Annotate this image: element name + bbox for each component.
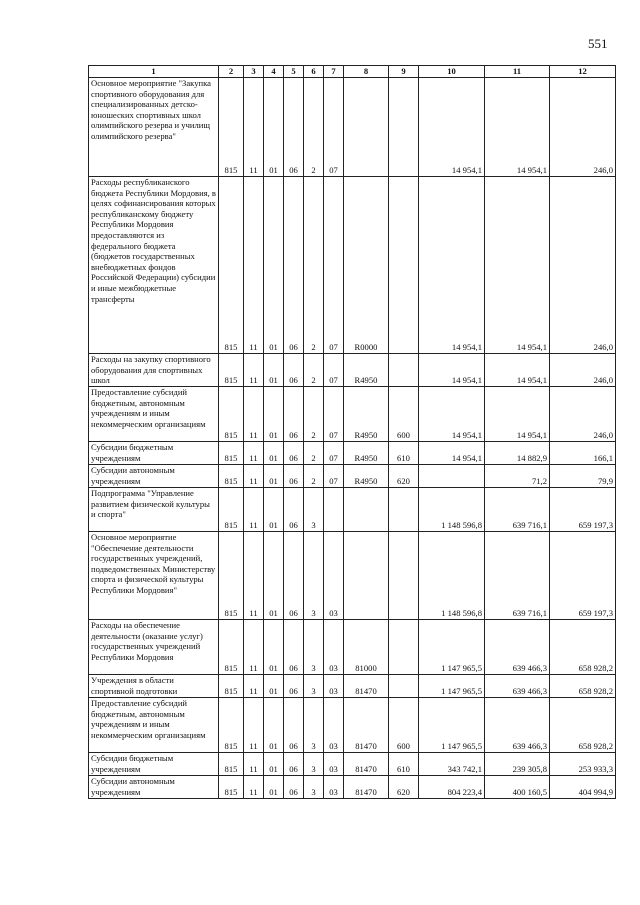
cell-admin-code: 815 xyxy=(219,177,244,354)
table-row xyxy=(89,620,616,675)
cell-subprogram: 01 xyxy=(264,753,284,776)
cell-event: 07 xyxy=(324,442,344,465)
cell-section: 06 xyxy=(284,532,304,620)
cell-target-code: 81470 xyxy=(344,698,389,753)
cell-target-code: R4950 xyxy=(344,442,389,465)
column-header: 12 xyxy=(550,66,616,78)
cell-target-code xyxy=(344,488,389,532)
cell-amount-1: 1 147 965,5 xyxy=(419,698,485,753)
cell-amount-3: 246,0 xyxy=(550,78,616,177)
cell-program: 11 xyxy=(244,354,264,387)
cell-amount-3: 253 933,3 xyxy=(550,753,616,776)
cell-subsection: 2 xyxy=(304,78,324,177)
cell-subprogram: 01 xyxy=(264,387,284,442)
cell-event: 07 xyxy=(324,177,344,354)
cell-amount-1: 1 147 965,5 xyxy=(419,620,485,675)
cell-amount-2: 639 716,1 xyxy=(485,532,550,620)
cell-expense-type: 610 xyxy=(389,753,419,776)
cell-amount-3: 166,1 xyxy=(550,442,616,465)
cell-subprogram: 01 xyxy=(264,532,284,620)
row-description: Расходы республиканского бюджета Республики Мордовия, в целях софинансирования которых республиканскому бюджету Республики Мордовия предоставляются из федерального бюджета (бюджетов государственных внебюджетных фондов Российской Федерации) субсидии и иные межбюджетные трансферты xyxy=(89,177,219,354)
cell-subsection: 2 xyxy=(304,442,324,465)
cell-admin-code: 815 xyxy=(219,488,244,532)
cell-admin-code: 815 xyxy=(219,442,244,465)
table-row xyxy=(89,532,616,620)
cell-subprogram: 01 xyxy=(264,78,284,177)
cell-amount-2: 639 466,3 xyxy=(485,675,550,698)
cell-program: 11 xyxy=(244,532,264,620)
row-description: Предоставление субсидий бюджетным, автономным учреждениям и иным некоммерческим организациям xyxy=(89,387,219,442)
cell-target-code xyxy=(344,78,389,177)
row-description: Расходы на обеспечение деятельности (оказание услуг) государственных учреждений Республики Мордовия xyxy=(89,620,219,675)
cell-section: 06 xyxy=(284,698,304,753)
cell-target-code: R4950 xyxy=(344,465,389,488)
cell-amount-2: 14 954,1 xyxy=(485,354,550,387)
cell-amount-1 xyxy=(419,465,485,488)
cell-amount-3: 79,9 xyxy=(550,465,616,488)
column-header: 2 xyxy=(219,66,244,78)
row-description: Субсидии автономным учреждениям xyxy=(89,776,219,799)
cell-subprogram: 01 xyxy=(264,698,284,753)
cell-admin-code: 815 xyxy=(219,675,244,698)
row-description: Расходы на закупку спортивного оборудования для спортивных школ xyxy=(89,354,219,387)
cell-expense-type: 610 xyxy=(389,442,419,465)
cell-amount-3: 404 994,9 xyxy=(550,776,616,799)
cell-target-code: 81000 xyxy=(344,620,389,675)
cell-subsection: 2 xyxy=(304,387,324,442)
table-row xyxy=(89,177,616,354)
cell-subprogram: 01 xyxy=(264,620,284,675)
cell-amount-2: 14 954,1 xyxy=(485,177,550,354)
cell-section: 06 xyxy=(284,675,304,698)
cell-subprogram: 01 xyxy=(264,776,284,799)
cell-amount-3: 246,0 xyxy=(550,354,616,387)
cell-subsection: 3 xyxy=(304,488,324,532)
cell-expense-type xyxy=(389,177,419,354)
cell-amount-2: 14 954,1 xyxy=(485,78,550,177)
table-row xyxy=(89,488,616,532)
cell-admin-code: 815 xyxy=(219,465,244,488)
cell-amount-1: 14 954,1 xyxy=(419,177,485,354)
cell-program: 11 xyxy=(244,675,264,698)
cell-subsection: 2 xyxy=(304,177,324,354)
cell-amount-3: 658 928,2 xyxy=(550,620,616,675)
cell-expense-type: 620 xyxy=(389,465,419,488)
cell-amount-2: 71,2 xyxy=(485,465,550,488)
cell-section: 06 xyxy=(284,78,304,177)
cell-amount-2: 639 716,1 xyxy=(485,488,550,532)
cell-target-code: R4950 xyxy=(344,387,389,442)
cell-amount-1: 14 954,1 xyxy=(419,387,485,442)
cell-amount-2: 639 466,3 xyxy=(485,698,550,753)
cell-section: 06 xyxy=(284,488,304,532)
cell-admin-code: 815 xyxy=(219,78,244,177)
cell-admin-code: 815 xyxy=(219,620,244,675)
cell-expense-type: 600 xyxy=(389,698,419,753)
cell-amount-1: 1 148 596,8 xyxy=(419,488,485,532)
cell-event: 03 xyxy=(324,753,344,776)
cell-event: 03 xyxy=(324,698,344,753)
cell-subprogram: 01 xyxy=(264,177,284,354)
cell-expense-type xyxy=(389,78,419,177)
cell-section: 06 xyxy=(284,620,304,675)
cell-admin-code: 815 xyxy=(219,354,244,387)
cell-section: 06 xyxy=(284,465,304,488)
cell-amount-2: 14 954,1 xyxy=(485,387,550,442)
column-header: 11 xyxy=(485,66,550,78)
cell-amount-2: 400 160,5 xyxy=(485,776,550,799)
cell-event: 03 xyxy=(324,675,344,698)
cell-event: 03 xyxy=(324,532,344,620)
cell-expense-type xyxy=(389,354,419,387)
cell-expense-type: 620 xyxy=(389,776,419,799)
cell-amount-1: 1 148 596,8 xyxy=(419,532,485,620)
budget-table xyxy=(88,65,616,799)
cell-target-code: 81470 xyxy=(344,753,389,776)
column-header: 8 xyxy=(344,66,389,78)
row-description: Основное мероприятие "Закупка спортивного оборудования для специализированных детско-юношеских спортивных школ олимпийского резерва и училищ олимпийского резерва" xyxy=(89,78,219,177)
cell-amount-3: 658 928,2 xyxy=(550,675,616,698)
cell-section: 06 xyxy=(284,753,304,776)
cell-amount-1: 14 954,1 xyxy=(419,78,485,177)
cell-admin-code: 815 xyxy=(219,776,244,799)
row-description: Предоставление субсидий бюджетным, автономным учреждениям и иным некоммерческим организациям xyxy=(89,698,219,753)
cell-expense-type xyxy=(389,620,419,675)
cell-target-code: 81470 xyxy=(344,675,389,698)
cell-amount-3: 658 928,2 xyxy=(550,698,616,753)
cell-expense-type: 600 xyxy=(389,387,419,442)
cell-subprogram: 01 xyxy=(264,488,284,532)
column-header: 3 xyxy=(244,66,264,78)
cell-amount-3: 246,0 xyxy=(550,177,616,354)
cell-section: 06 xyxy=(284,354,304,387)
cell-program: 11 xyxy=(244,387,264,442)
column-header: 5 xyxy=(284,66,304,78)
cell-subsection: 3 xyxy=(304,675,324,698)
cell-section: 06 xyxy=(284,442,304,465)
cell-target-code: 81470 xyxy=(344,776,389,799)
cell-section: 06 xyxy=(284,177,304,354)
cell-subprogram: 01 xyxy=(264,442,284,465)
cell-amount-1: 804 223,4 xyxy=(419,776,485,799)
cell-amount-2: 639 466,3 xyxy=(485,620,550,675)
cell-subsection: 3 xyxy=(304,698,324,753)
cell-target-code: R4950 xyxy=(344,354,389,387)
cell-amount-2: 14 882,9 xyxy=(485,442,550,465)
cell-event xyxy=(324,488,344,532)
cell-event: 07 xyxy=(324,78,344,177)
table-row xyxy=(89,387,616,442)
cell-event: 03 xyxy=(324,620,344,675)
cell-subsection: 2 xyxy=(304,465,324,488)
cell-target-code xyxy=(344,532,389,620)
table-row xyxy=(89,776,616,799)
table-row xyxy=(89,675,616,698)
cell-subprogram: 01 xyxy=(264,354,284,387)
cell-admin-code: 815 xyxy=(219,753,244,776)
cell-subsection: 2 xyxy=(304,354,324,387)
row-description: Субсидии автономным учреждениям xyxy=(89,465,219,488)
column-header: 10 xyxy=(419,66,485,78)
cell-event: 07 xyxy=(324,354,344,387)
row-description: Основное мероприятие "Обеспечение деятельности государственных учреждений, подведомственных Министерству спорта и физической культуры Республики Мордовия" xyxy=(89,532,219,620)
cell-program: 11 xyxy=(244,620,264,675)
cell-program: 11 xyxy=(244,488,264,532)
cell-section: 06 xyxy=(284,387,304,442)
table-row xyxy=(89,442,616,465)
table-row xyxy=(89,753,616,776)
cell-expense-type xyxy=(389,488,419,532)
column-header: 4 xyxy=(264,66,284,78)
cell-amount-1: 1 147 965,5 xyxy=(419,675,485,698)
row-description: Субсидии бюджетным учреждениям xyxy=(89,442,219,465)
cell-program: 11 xyxy=(244,442,264,465)
column-header: 1 xyxy=(89,66,219,78)
cell-amount-3: 246,0 xyxy=(550,387,616,442)
cell-program: 11 xyxy=(244,78,264,177)
cell-subsection: 3 xyxy=(304,753,324,776)
cell-amount-3: 659 197,3 xyxy=(550,532,616,620)
row-description: Субсидии бюджетным учреждениям xyxy=(89,753,219,776)
cell-subprogram: 01 xyxy=(264,675,284,698)
cell-subsection: 3 xyxy=(304,776,324,799)
cell-target-code: R0000 xyxy=(344,177,389,354)
cell-program: 11 xyxy=(244,776,264,799)
cell-amount-1: 14 954,1 xyxy=(419,354,485,387)
cell-amount-3: 659 197,3 xyxy=(550,488,616,532)
table-row xyxy=(89,465,616,488)
cell-program: 11 xyxy=(244,177,264,354)
column-header: 6 xyxy=(304,66,324,78)
table-row xyxy=(89,698,616,753)
cell-expense-type xyxy=(389,532,419,620)
row-description: Учреждения в области спортивной подготовки xyxy=(89,675,219,698)
cell-amount-1: 14 954,1 xyxy=(419,442,485,465)
table-row xyxy=(89,354,616,387)
cell-event: 07 xyxy=(324,465,344,488)
cell-event: 07 xyxy=(324,387,344,442)
cell-section: 06 xyxy=(284,776,304,799)
cell-expense-type xyxy=(389,675,419,698)
cell-admin-code: 815 xyxy=(219,698,244,753)
cell-admin-code: 815 xyxy=(219,532,244,620)
cell-amount-1: 343 742,1 xyxy=(419,753,485,776)
cell-program: 11 xyxy=(244,698,264,753)
cell-program: 11 xyxy=(244,465,264,488)
cell-amount-2: 239 305,8 xyxy=(485,753,550,776)
cell-subsection: 3 xyxy=(304,620,324,675)
column-header: 9 xyxy=(389,66,419,78)
page-number: 551 xyxy=(588,36,608,51)
cell-program: 11 xyxy=(244,753,264,776)
cell-admin-code: 815 xyxy=(219,387,244,442)
column-header: 7 xyxy=(324,66,344,78)
row-description: Подпрограмма "Управление развитием физической культуры и спорта" xyxy=(89,488,219,532)
cell-subprogram: 01 xyxy=(264,465,284,488)
cell-subsection: 3 xyxy=(304,532,324,620)
table-header-row xyxy=(89,66,616,78)
table-row xyxy=(89,78,616,177)
cell-event: 03 xyxy=(324,776,344,799)
